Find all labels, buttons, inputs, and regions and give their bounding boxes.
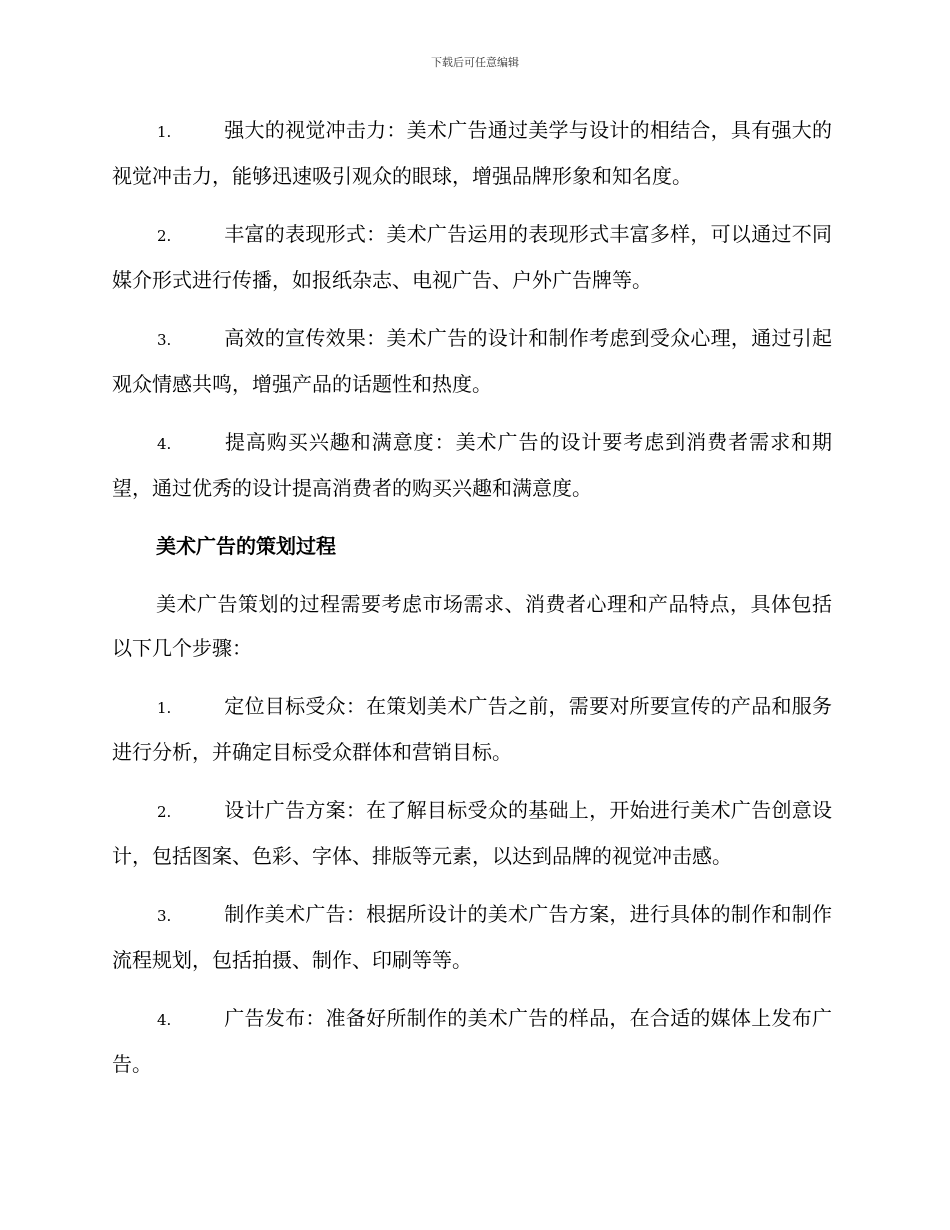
list-item-text: 提高购买兴趣和满意度：美术广告的设计要考虑到消费者需求和期望，通过优秀的设计提高消费者的购买兴趣和满意度。 <box>112 430 832 500</box>
list-item-text: 制作美术广告：根据所设计的美术广告方案，进行具体的制作和制作流程规划，包括拍摄、制作、印刷等等。 <box>112 902 832 972</box>
section-intro-paragraph: 美术广告策划的过程需要考虑市场需求、消费者心理和产品特点，具体包括以下几个步骤： <box>112 592 832 660</box>
list-number: 3. <box>157 331 172 349</box>
list-number: 4. <box>157 435 172 453</box>
list-item-text: 高效的宣传效果：美术广告的设计和制作考虑到受众心理，通过引起观众情感共鸣，增强产品的话题性和热度。 <box>112 326 832 396</box>
list-number: 2. <box>157 227 172 245</box>
section-heading: 美术广告的策划过程 <box>156 534 336 558</box>
list-number: 1. <box>157 123 172 141</box>
list-number: 4. <box>157 1011 172 1029</box>
list-number: 1. <box>157 699 172 717</box>
list-item <box>112 212 832 302</box>
header-note: 下载后可任意编辑 <box>431 56 519 69</box>
document-body <box>112 108 832 1100</box>
list-item-text: 强大的视觉冲击力：美术广告通过美学与设计的相结合，具有强大的视觉冲击力，能够迅速吸引观众的眼球，增强品牌形象和知名度。 <box>112 118 832 188</box>
list-item-text: 丰富的表现形式：美术广告运用的表现形式丰富多样，可以通过不同媒介形式进行传播，如报纸杂志、电视广告、户外广告牌等。 <box>112 222 832 292</box>
list-item-text: 设计广告方案：在了解目标受众的基础上，开始进行美术广告创意设计，包括图案、色彩、字体、排版等元素，以达到品牌的视觉冲击感。 <box>112 798 832 868</box>
list-item-text: 广告发布：准备好所制作的美术广告的样品，在合适的媒体上发布广告。 <box>112 1006 832 1076</box>
list-item-text: 定位目标受众：在策划美术广告之前，需要对所要宣传的产品和服务进行分析，并确定目标受众群体和营销目标。 <box>112 694 832 764</box>
list-item <box>112 316 832 406</box>
list-item <box>112 420 832 510</box>
list-item <box>112 892 832 982</box>
list-number: 3. <box>157 907 172 925</box>
list-number: 2. <box>157 803 172 821</box>
list-item <box>112 684 832 774</box>
list-item <box>112 996 832 1086</box>
list-item <box>112 108 832 198</box>
list-item <box>112 788 832 878</box>
